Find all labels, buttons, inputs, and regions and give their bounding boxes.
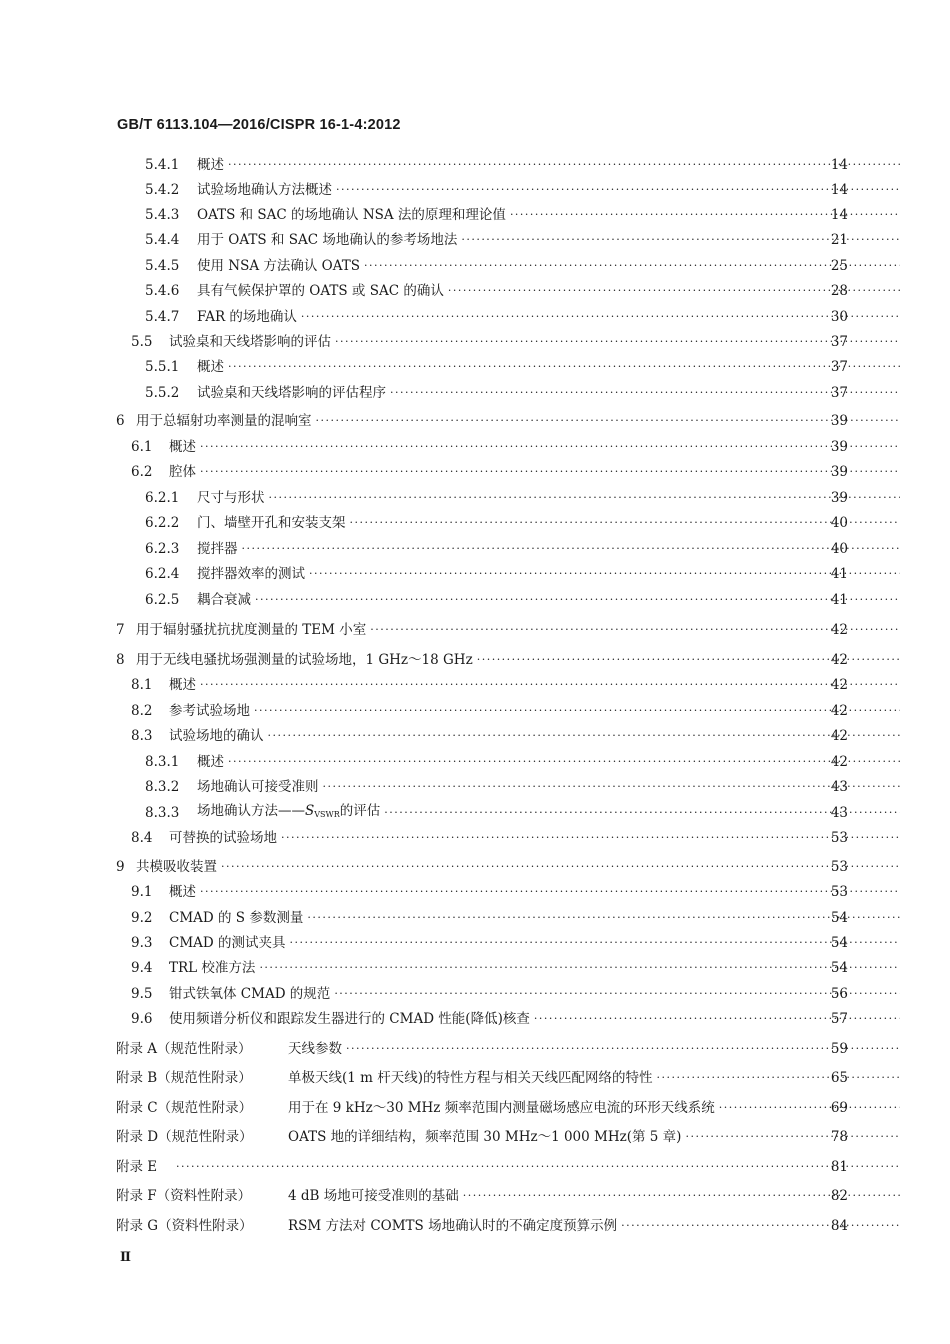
toc-entry-page: 39 — [830, 490, 848, 506]
toc-entry[interactable] — [0, 1008, 950, 1030]
toc-leader-dots — [621, 1215, 900, 1237]
toc-entry-page: 41 — [830, 566, 848, 582]
toc-entry[interactable] — [0, 1067, 950, 1089]
toc-entry[interactable] — [0, 331, 950, 353]
toc-entry-page: 56 — [830, 986, 848, 1002]
toc-entry-number: 5.5 — [131, 334, 153, 350]
toc-entry-title: 试验桌和天线塔影响的评估程序 — [197, 385, 386, 401]
toc-leader-dots — [336, 179, 900, 201]
toc-entry[interactable] — [0, 649, 950, 671]
toc-leader-dots — [281, 827, 900, 849]
toc-leader-dots — [334, 983, 900, 1005]
toc-entry-title: 用于总辐射功率测量的混响室 — [136, 413, 312, 429]
toc-entry-number: 6.2.2 — [145, 515, 180, 531]
toc-entry-title: 试验桌和天线塔影响的评估 — [169, 334, 331, 350]
toc-entry-title: OATS 地的详细结构，频率范围 30 MHz～1 000 MHz(第 5 章) — [288, 1129, 682, 1145]
toc-entry[interactable] — [0, 487, 950, 509]
toc-entry-page: 14 — [830, 207, 848, 223]
toc-entry-title: 搅拌器 — [197, 541, 238, 557]
toc-entry-page: 84 — [830, 1218, 848, 1234]
toc-entry-number: 5.5.1 — [145, 359, 180, 375]
standard-code-header: GB/T 6113.104—2016/CISPR 16-1-4:2012 — [117, 117, 401, 133]
toc-entry-title: 腔体 — [169, 464, 196, 480]
toc-entry-page: 53 — [830, 859, 848, 875]
toc-entry[interactable] — [0, 1215, 950, 1237]
toc-entry[interactable] — [0, 461, 950, 483]
toc-entry-number: 5.4.5 — [145, 258, 180, 274]
toc-entry-number: 5.4.7 — [145, 309, 180, 325]
toc-entry[interactable] — [0, 280, 950, 302]
toc-entry-page: 14 — [830, 182, 848, 198]
toc-entry-number: 8 — [116, 652, 125, 668]
toc-entry-title: 概述 — [169, 884, 196, 900]
toc-leader-dots — [346, 1038, 900, 1060]
toc-entry[interactable] — [0, 907, 950, 929]
toc-leader-dots — [719, 1097, 900, 1119]
toc-leader-dots — [657, 1067, 900, 1089]
toc-entry-page: 25 — [830, 258, 848, 274]
toc-entry-title: 具有气候保护罩的 OATS 或 SAC 的确认 — [197, 283, 444, 299]
toc-entry-number: 附录 C（规范性附录） — [116, 1100, 253, 1116]
toc-entry[interactable] — [0, 1126, 950, 1148]
toc-entry-page: 43 — [830, 779, 848, 795]
toc-entry-number: 9.6 — [131, 1011, 153, 1027]
toc-leader-dots — [309, 563, 900, 585]
toc-entry[interactable] — [0, 619, 950, 641]
toc-leader-dots — [228, 154, 900, 176]
toc-leader-dots — [301, 306, 900, 328]
toc-entry[interactable] — [0, 229, 950, 251]
toc-entry-page: 42 — [830, 652, 848, 668]
toc-entry[interactable] — [0, 1038, 950, 1060]
toc-leader-dots — [200, 674, 900, 696]
toc-leader-dots — [269, 487, 901, 509]
toc-entry-title: OATS 和 SAC 的场地确认 NSA 法的原理和理论值 — [197, 207, 506, 223]
toc-leader-dots — [316, 410, 901, 432]
toc-entry-title: 用于辐射骚扰抗扰度测量的 TEM 小室 — [136, 622, 367, 638]
toc-entry-title: 耦合衰减 — [197, 592, 251, 608]
toc-entry-page: 37 — [830, 334, 848, 350]
symbol-s: S — [305, 803, 315, 819]
toc-leader-dots — [259, 957, 900, 979]
toc-entry-title: 搅拌器效率的测试 — [197, 566, 305, 582]
toc-entry-page: 53 — [830, 884, 848, 900]
toc-entry-page: 82 — [830, 1188, 848, 1204]
toc-entry-page: 40 — [830, 515, 848, 531]
toc-entry[interactable] — [0, 436, 950, 458]
toc-entry[interactable] — [0, 751, 950, 773]
toc-entry-number: 6.1 — [131, 439, 153, 455]
toc-entry-number: 附录 E — [116, 1159, 158, 1175]
toc-entry-title: TRL 校准方法 — [169, 960, 256, 976]
toc-entry-title: 尺寸与形状 — [197, 490, 265, 506]
toc-entry[interactable] — [0, 932, 950, 954]
toc-entry[interactable] — [0, 306, 950, 328]
toc-entry-page: 37 — [830, 385, 848, 401]
toc-entry-title: 使用 NSA 方法确认 OATS — [197, 258, 361, 274]
toc-entry-title: 概述 — [169, 677, 196, 693]
toc-entry-title: 参考试验场地 — [169, 703, 250, 719]
toc-entry[interactable] — [0, 776, 950, 798]
toc-entry-number: 5.4.1 — [145, 157, 180, 173]
toc-entry[interactable] — [0, 410, 950, 432]
toc-entry-number: 6.2.5 — [145, 592, 180, 608]
toc-entry-number: 8.2 — [131, 703, 153, 719]
toc-entry-page: 54 — [830, 935, 848, 951]
toc-entry-number: 8.3 — [131, 728, 153, 744]
toc-entry-page: 42 — [830, 728, 848, 744]
toc-entry-number: 6.2 — [131, 464, 153, 480]
toc-entry-page: 21 — [830, 232, 848, 248]
toc-entry-page: 42 — [830, 754, 848, 770]
toc-entry-number: 6.2.3 — [145, 541, 180, 557]
toc-entry-page: 28 — [830, 283, 848, 299]
toc-entry-page: 42 — [830, 622, 848, 638]
toc-entry-number: 5.4.6 — [145, 283, 180, 299]
toc-entry-title: CMAD 的测试夹具 — [169, 935, 286, 951]
toc-entry-title: 钳式铁氧体 CMAD 的规范 — [169, 986, 331, 1002]
toc-entry-page: 53 — [830, 830, 848, 846]
toc-entry-number: 5.4.2 — [145, 182, 180, 198]
toc-entry-page: 42 — [830, 677, 848, 693]
toc-entry-title: 门、墙壁开孔和安装支架 — [197, 515, 346, 531]
toc-entry-title: 用于无线电骚扰场强测量的试验场地，1 GHz～18 GHz — [136, 652, 473, 668]
toc-entry-number: 9.1 — [131, 884, 153, 900]
toc-entry[interactable] — [0, 983, 950, 1005]
toc-entry-number: 9.4 — [131, 960, 153, 976]
toc-entry-page: 57 — [830, 1011, 848, 1027]
toc-entry[interactable] — [0, 827, 950, 849]
toc-entry-number: 8.4 — [131, 830, 153, 846]
toc-leader-dots — [268, 725, 901, 747]
toc-entry-number: 9.3 — [131, 935, 153, 951]
toc-entry-number: 8.3.2 — [145, 779, 180, 795]
toc-entry-number: 6 — [116, 413, 125, 429]
toc-entry-number: 9.5 — [131, 986, 153, 1002]
toc-entry[interactable] — [0, 204, 950, 226]
toc-entry-page: 54 — [830, 960, 848, 976]
toc-entry[interactable] — [0, 255, 950, 277]
toc-entry-page: 43 — [830, 805, 848, 821]
toc-entry-title: 4 dB 场地可接受准则的基础 — [288, 1188, 459, 1204]
toc-entry-page: 40 — [830, 541, 848, 557]
toc-entry-page: 30 — [830, 309, 848, 325]
toc-entry-title: 试验场地确认方法概述 — [197, 182, 332, 198]
toc-entry[interactable] — [0, 356, 950, 378]
toc-entry-title: 单极天线(1 m 杆天线)的特性方程与相关天线匹配网络的特性 — [288, 1070, 653, 1086]
toc-entry-page: 41 — [830, 592, 848, 608]
toc-entry-number: 9.2 — [131, 910, 153, 926]
toc-leader-dots — [228, 356, 900, 378]
toc-entry[interactable] — [0, 538, 950, 560]
toc-entry-number: 8.3.1 — [145, 754, 180, 770]
toc-entry-title: 使用频谱分析仪和跟踪发生器进行的 CMAD 性能(降低)核查 — [169, 1011, 530, 1027]
toc-leader-dots — [254, 700, 900, 722]
toc-entry-page: 65 — [830, 1070, 848, 1086]
toc-leader-dots — [200, 436, 900, 458]
toc-entry-page: 81 — [830, 1159, 848, 1175]
toc-entry-title: 概述 — [197, 754, 224, 770]
toc-entry-title: 场地确认方法$——S_{VSWR}$的评估 — [197, 803, 381, 819]
toc-entry[interactable] — [0, 154, 950, 176]
toc-entry-page: 42 — [830, 703, 848, 719]
toc-entry-page: 14 — [830, 157, 848, 173]
toc-entry-number: 附录 B（规范性附录） — [116, 1070, 252, 1086]
toc-entry-number: 6.2.1 — [145, 490, 180, 506]
toc-entry[interactable] — [0, 382, 950, 404]
toc-entry-number: 附录 F（资料性附录） — [116, 1188, 252, 1204]
toc-entry-title: 天线参数 — [288, 1041, 342, 1057]
toc-leader-dots — [176, 1156, 900, 1178]
toc-entry[interactable] — [0, 1097, 950, 1119]
toc-leader-dots — [200, 881, 900, 903]
toc-entry-page: 39 — [830, 413, 848, 429]
toc-entry-number: 7 — [116, 622, 125, 638]
toc-entry-number: 5.4.4 — [145, 232, 180, 248]
subscript-vswr: VSWR — [314, 810, 340, 819]
toc-leader-dots — [323, 776, 901, 798]
toc-entry-number: 8.3.3 — [145, 805, 180, 821]
toc-entry[interactable] — [0, 957, 950, 979]
toc-leader-dots — [200, 461, 900, 483]
toc-entry-number: 附录 G（资料性附录） — [116, 1218, 253, 1234]
toc-entry[interactable] — [0, 725, 950, 747]
toc-entry-title: 用于在 9 kHz～30 MHz 频率范围内测量磁场感应电流的环形天线系统 — [288, 1100, 715, 1116]
toc-entry[interactable] — [0, 802, 950, 824]
toc-entry-title: FAR 的场地确认 — [197, 309, 297, 325]
toc-entry-number: 附录 D（规范性附录） — [116, 1129, 253, 1145]
toc-leader-dots — [335, 331, 900, 353]
toc-leader-dots — [290, 932, 900, 954]
toc-entry-number: 8.1 — [131, 677, 153, 693]
toc-entry-number: 5.4.3 — [145, 207, 180, 223]
toc-leader-dots — [255, 589, 900, 611]
toc-entry-title: CMAD 的 S 参数测量 — [169, 910, 304, 926]
toc-entry-page: 39 — [830, 464, 848, 480]
toc-entry[interactable] — [0, 589, 950, 611]
toc-entry-number: 6.2.4 — [145, 566, 180, 582]
toc-entry-title: 场地确认可接受准则 — [197, 779, 319, 795]
toc-entry-page: 59 — [830, 1041, 848, 1057]
toc-leader-dots — [242, 538, 901, 560]
toc-entry[interactable] — [0, 563, 950, 585]
toc-entry-number: 9 — [116, 859, 125, 875]
toc-entry-page: 54 — [830, 910, 848, 926]
toc-entry-title: RSM 方法对 COMTS 场地确认时的不确定度预算示例 — [288, 1218, 618, 1234]
toc-entry-title: 可替换的试验场地 — [169, 830, 277, 846]
toc-entry[interactable] — [0, 881, 950, 903]
toc-entry[interactable] — [0, 1156, 950, 1178]
toc-entry-number: 5.5.2 — [145, 385, 180, 401]
toc-entry[interactable] — [0, 179, 950, 201]
toc-leader-dots — [221, 856, 900, 878]
toc-entry-title: 概述 — [197, 157, 224, 173]
toc-leader-dots — [685, 1126, 900, 1148]
toc-entry[interactable] — [0, 856, 950, 878]
toc-entry-title: 试验场地的确认 — [169, 728, 264, 744]
toc-entry-page: 39 — [830, 439, 848, 455]
toc-entry-title: 共模吸收装置 — [136, 859, 217, 875]
toc-entry-page: 37 — [830, 359, 848, 375]
toc-leader-dots — [228, 751, 900, 773]
toc-entry[interactable] — [0, 512, 950, 534]
toc-entry-title: 概述 — [169, 439, 196, 455]
toc-entry[interactable] — [0, 1185, 950, 1207]
toc-entry-page: 69 — [830, 1100, 848, 1116]
toc-entry[interactable] — [0, 674, 950, 696]
toc-leader-dots — [307, 907, 900, 929]
toc-entry-page: 78 — [830, 1129, 848, 1145]
toc-entry-title: 概述 — [197, 359, 224, 375]
page-number-roman: Ⅱ — [120, 1250, 131, 1265]
toc-entry-number: 附录 A（规范性附录） — [116, 1041, 252, 1057]
toc-entry[interactable] — [0, 700, 950, 722]
toc-entry-title: 用于 OATS 和 SAC 场地确认的参考场地法 — [197, 232, 458, 248]
